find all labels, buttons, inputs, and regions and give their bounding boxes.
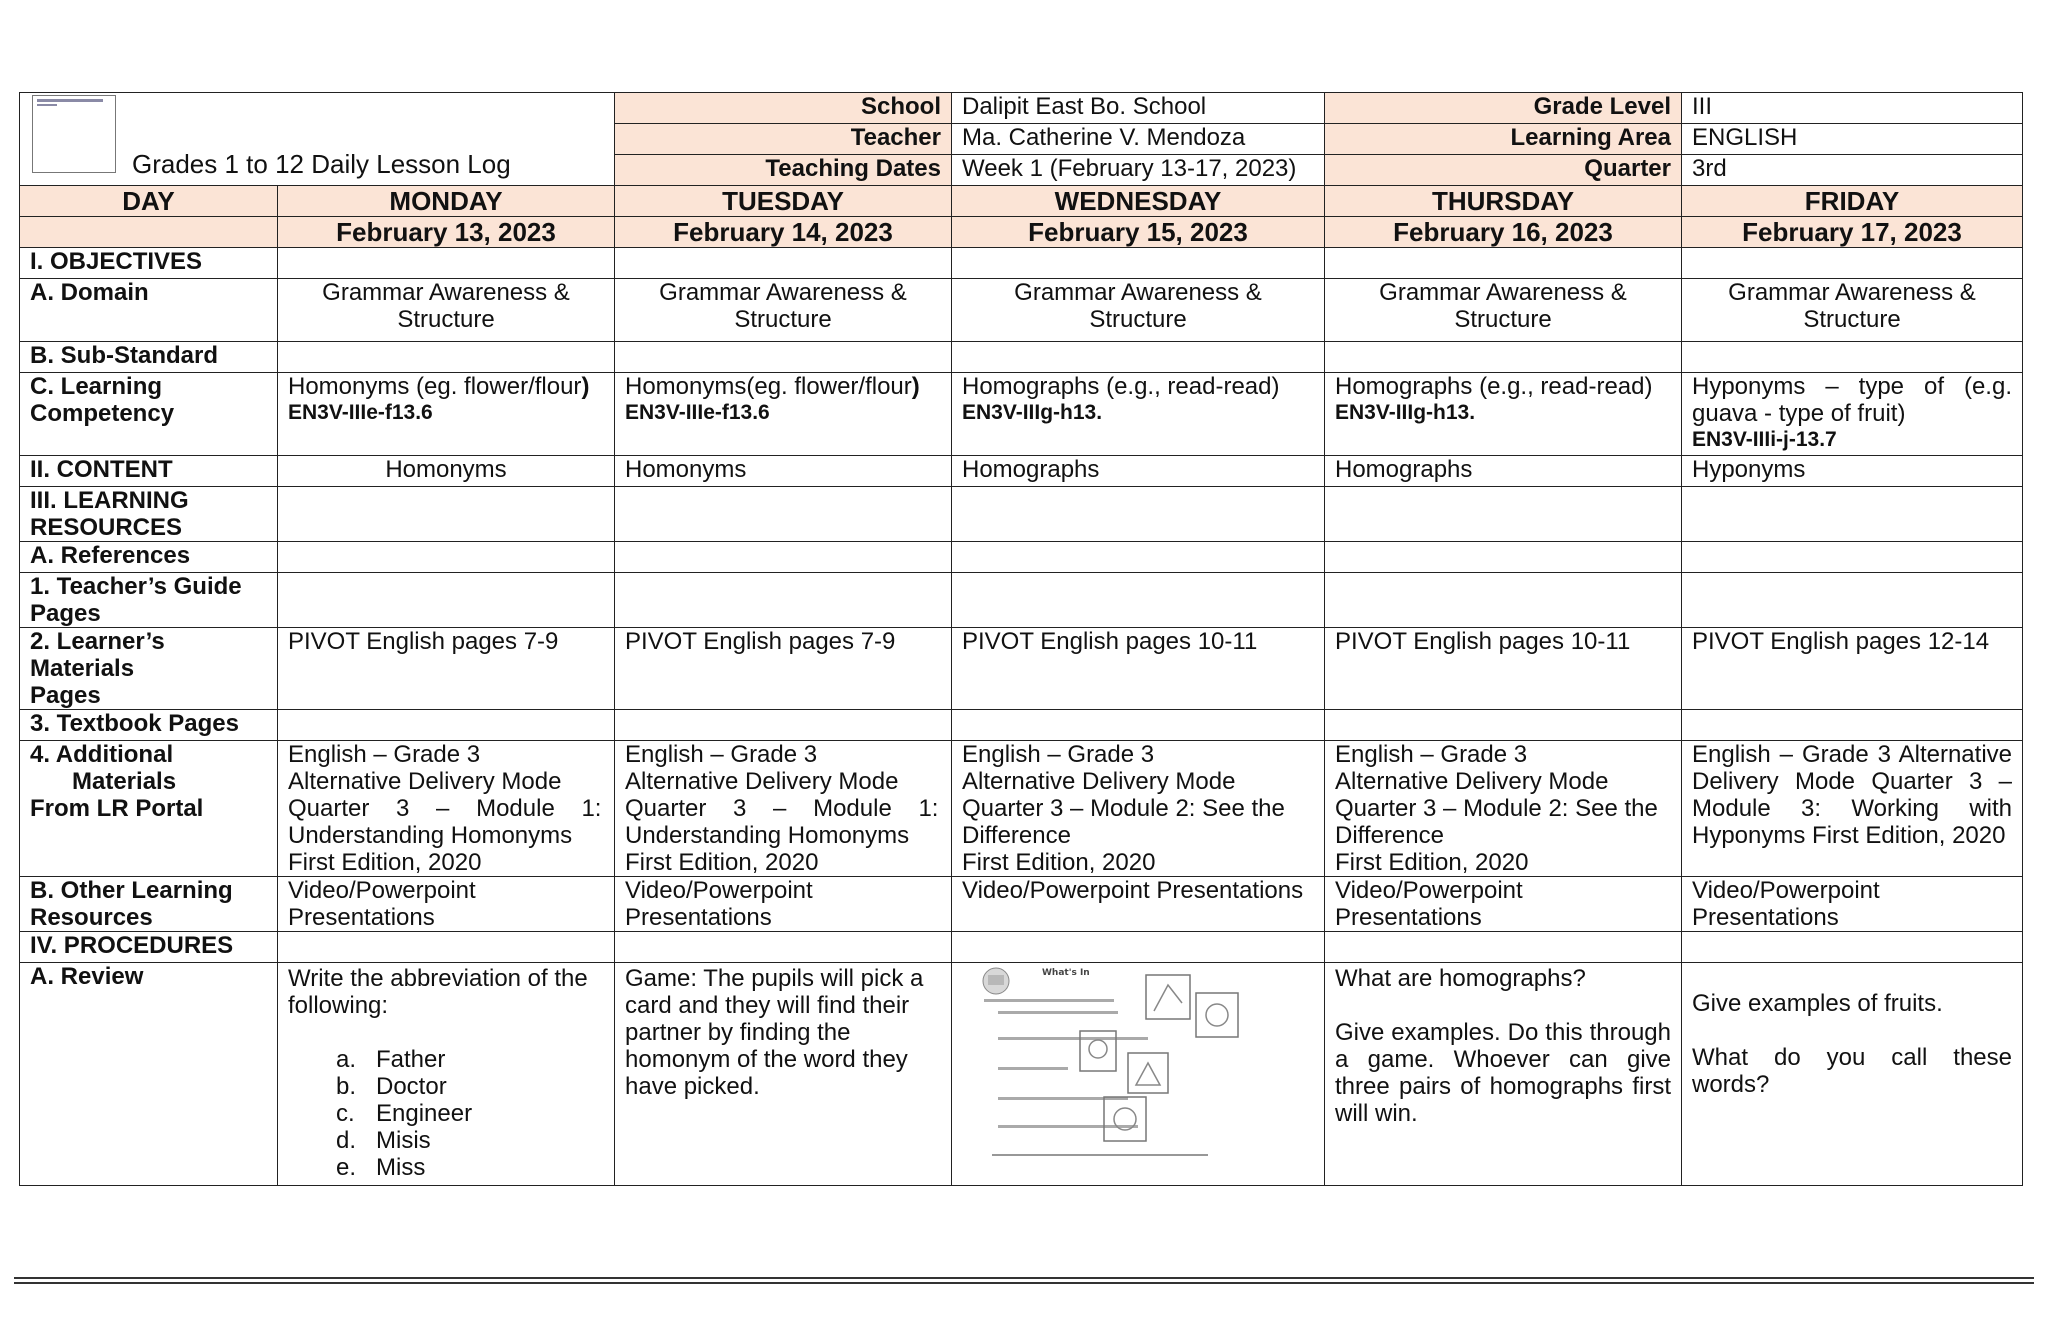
review-monday: Write the abbreviation of the following: a. Father b. Doctor c. Engineer d. Misis e. Miss xyxy=(278,963,615,1186)
review-tuesday: Game: The pupils will pick a card and they will find their partner by finding the homonym of the word they have picked. xyxy=(615,963,952,1186)
olr-monday: Video/Powerpoint Presentations xyxy=(278,877,615,932)
worksheet-title: What's In xyxy=(1042,968,1090,978)
daily-lesson-log-table xyxy=(19,92,2023,1186)
teaching-dates-label: Teaching Dates xyxy=(615,155,952,186)
list-item: c. Engineer xyxy=(336,1100,473,1127)
review-abbreviation-list xyxy=(288,1046,604,1181)
date-blank xyxy=(20,217,278,248)
lm-wednesday: PIVOT English pages 10-11 xyxy=(952,628,1325,710)
olr-wednesday: Video/Powerpoint Presentations xyxy=(952,877,1325,932)
domain-label: A. Domain xyxy=(20,279,278,342)
competency-monday: Homonyms (eg. flower/flour) EN3V-IIIe-f13.6 xyxy=(278,373,615,456)
title-cell xyxy=(20,93,615,186)
textbook-pages-label: 3. Textbook Pages xyxy=(20,710,278,741)
content-thursday: Homographs xyxy=(1325,456,1682,487)
date-wednesday: February 15, 2023 xyxy=(952,217,1325,248)
page-title: Grades 1 to 12 Daily Lesson Log xyxy=(132,149,511,179)
day-thursday: THURSDAY xyxy=(1325,186,1682,217)
day-wednesday: WEDNESDAY xyxy=(952,186,1325,217)
teachers-guide-label: 1. Teacher’s Guide Pages xyxy=(20,573,278,628)
grade-level-value: III xyxy=(1682,93,2023,124)
content-wednesday: Homographs xyxy=(952,456,1325,487)
footer-divider xyxy=(14,1277,2034,1279)
am-tuesday: English – Grade 3 Alternative Delivery Mode Quarter 3 – Module 1: Understanding Homonyms First Edition, 2020 xyxy=(615,741,952,877)
resources-label: III. LEARNING RESOURCES xyxy=(20,487,278,542)
other-resources-label: B. Other Learning Resources xyxy=(20,877,278,932)
review-label: A. Review xyxy=(20,963,278,1186)
competency-thursday: Homographs (e.g., read-read) EN3V-IIIg-h13. xyxy=(1325,373,1682,456)
quarter-label: Quarter xyxy=(1325,155,1682,186)
day-friday: FRIDAY xyxy=(1682,186,2023,217)
grade-level-label: Grade Level xyxy=(1325,93,1682,124)
lm-monday: PIVOT English pages 7-9 xyxy=(278,628,615,710)
learners-materials-label: 2. Learner’s Materials Pages xyxy=(20,628,278,710)
day-header: DAY xyxy=(20,186,278,217)
teacher-label: Teacher xyxy=(615,124,952,155)
school-label: School xyxy=(615,93,952,124)
lm-friday: PIVOT English pages 12-14 xyxy=(1682,628,2023,710)
objectives-label: I. OBJECTIVES xyxy=(20,248,278,279)
competency-tuesday: Homonyms(eg. flower/flour) EN3V-IIIe-f13.6 xyxy=(615,373,952,456)
references-label: A. References xyxy=(20,542,278,573)
competency-label: C. Learning Competency xyxy=(20,373,278,456)
day-monday: MONDAY xyxy=(278,186,615,217)
learning-area-value: ENGLISH xyxy=(1682,124,2023,155)
quarter-value: 3rd xyxy=(1682,155,2023,186)
date-friday: February 17, 2023 xyxy=(1682,217,2023,248)
competency-friday: Hyponyms – type of (e.g. guava - type of fruit) EN3V-IIIi-j-13.7 xyxy=(1682,373,2023,456)
content-monday: Homonyms xyxy=(278,456,615,487)
list-item: e. Miss xyxy=(336,1154,426,1181)
domain-friday: Grammar Awareness & Structure xyxy=(1682,279,2023,342)
am-wednesday: English – Grade 3 Alternative Delivery Mode Quarter 3 – Module 2: See the Difference First Edition, 2020 xyxy=(952,741,1325,877)
deped-logo xyxy=(32,95,116,173)
review-thursday: What are homographs? Give examples. Do this through a game. Whoever can give three pairs of homographs first will win. xyxy=(1325,963,1682,1186)
date-tuesday: February 14, 2023 xyxy=(615,217,952,248)
date-thursday: February 16, 2023 xyxy=(1325,217,1682,248)
procedures-label: IV. PROCEDURES xyxy=(20,932,278,963)
content-friday: Hyponyms xyxy=(1682,456,2023,487)
review-friday: Give examples of fruits. What do you call these words? xyxy=(1682,963,2023,1186)
domain-thursday: Grammar Awareness & Structure xyxy=(1325,279,1682,342)
content-label: II. CONTENT xyxy=(20,456,278,487)
worksheet-image xyxy=(968,963,1258,1185)
olr-friday: Video/Powerpoint Presentations xyxy=(1682,877,2023,932)
review-wednesday xyxy=(952,963,1325,1186)
additional-materials-label: 4. Additional Materials From LR Portal xyxy=(20,741,278,877)
competency-wednesday: Homographs (e.g., read-read) EN3V-IIIg-h13. xyxy=(952,373,1325,456)
teaching-dates-value: Week 1 (February 13-17, 2023) xyxy=(952,155,1325,186)
domain-tuesday: Grammar Awareness & Structure xyxy=(615,279,952,342)
am-monday: English – Grade 3 Alternative Delivery Mode Quarter 3 – Module 1: Understanding Homonyms First Edition, 2020 xyxy=(278,741,615,877)
content-tuesday: Homonyms xyxy=(615,456,952,487)
domain-monday: Grammar Awareness & Structure xyxy=(278,279,615,342)
day-tuesday: TUESDAY xyxy=(615,186,952,217)
list-item: a. Father xyxy=(336,1046,446,1073)
domain-wednesday: Grammar Awareness & Structure xyxy=(952,279,1325,342)
list-item: d. Misis xyxy=(336,1127,431,1154)
learning-area-label: Learning Area xyxy=(1325,124,1682,155)
am-friday: English – Grade 3 Alternative Delivery Mode Quarter 3 – Module 3: Working with Hyponyms First Edition, 2020 xyxy=(1682,741,2023,877)
teacher-value: Ma. Catherine V. Mendoza xyxy=(952,124,1325,155)
olr-thursday: Video/Powerpoint Presentations xyxy=(1325,877,1682,932)
lm-thursday: PIVOT English pages 10-11 xyxy=(1325,628,1682,710)
olr-tuesday: Video/Powerpoint Presentations xyxy=(615,877,952,932)
am-thursday: English – Grade 3 Alternative Delivery Mode Quarter 3 – Module 2: See the Difference First Edition, 2020 xyxy=(1325,741,1682,877)
list-item: b. Doctor xyxy=(336,1073,447,1100)
date-monday: February 13, 2023 xyxy=(278,217,615,248)
footer-divider xyxy=(14,1282,2034,1284)
lm-tuesday: PIVOT English pages 7-9 xyxy=(615,628,952,710)
school-value: Dalipit East Bo. School xyxy=(952,93,1325,124)
substandard-label: B. Sub-Standard xyxy=(20,342,278,373)
